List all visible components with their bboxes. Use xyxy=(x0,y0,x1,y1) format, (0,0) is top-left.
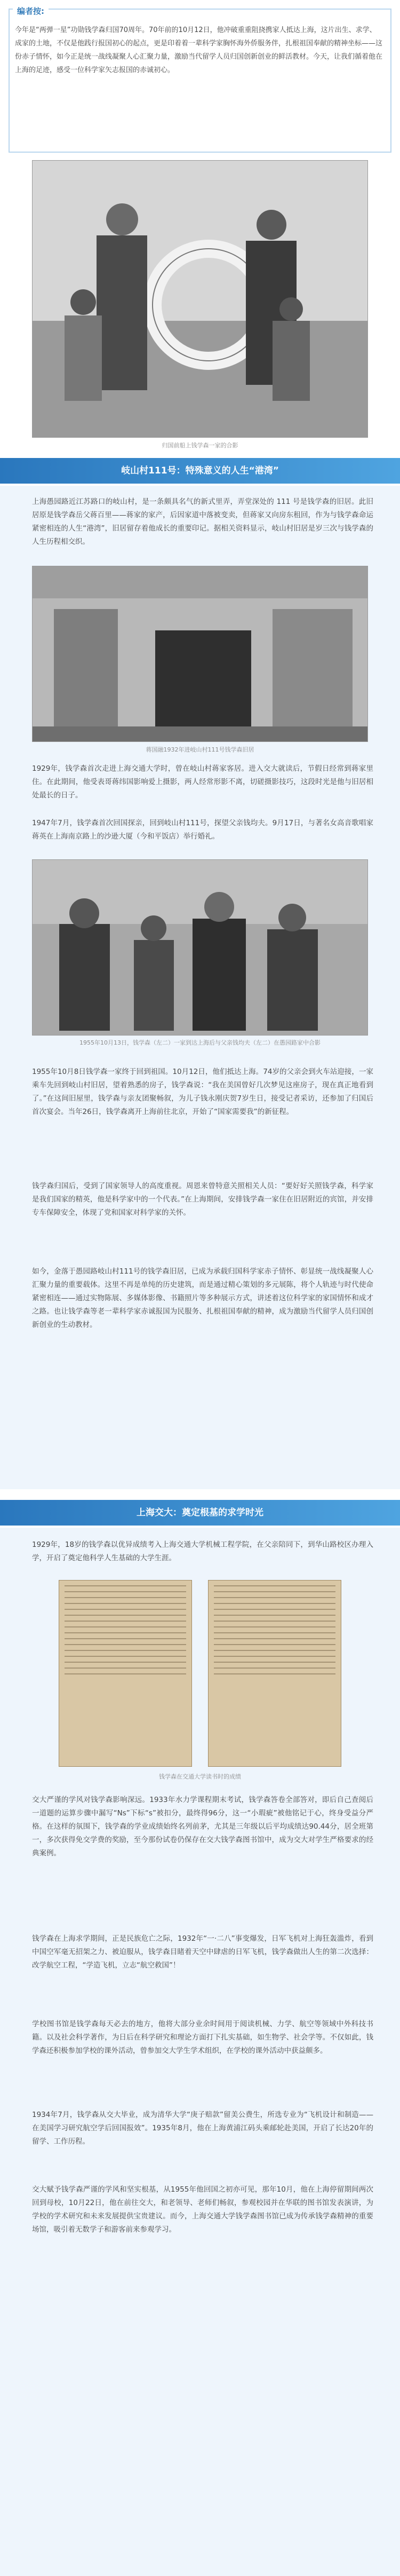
section2-title: 上海交大：奠定根基的求学时光 xyxy=(137,1507,263,1518)
section1-para5: 如今，金落于愚园路岐山村111号的钱学森旧居，已成为承载归国科学家赤子情怀、彰显统一战线凝聚人心汇聚力量的重要载体。这里不再是单纯的历史建筑，而是通过精心策划的多元展陈，将个人轨迹与时代使命紧密相连——通过实物陈展、多媒体影像、书籍照片等多种展示方式，讲述着这位科学家的家国情怀和成才之路。也让钱学森等老一辈科学家赤诚报国为民服务、扎根祖国奉献的精神，成为激励当代留学人员归国创新创业的生动教材。 xyxy=(32,1267,373,1329)
section2-banner xyxy=(0,1500,400,1526)
transcript-document-left xyxy=(59,1580,192,1767)
editor-note-section xyxy=(0,0,400,155)
editor-note-tag: 编者按: xyxy=(13,4,49,18)
residence-gate-illustration xyxy=(33,566,368,742)
transcript-document-right xyxy=(208,1580,341,1767)
section1-title: 岐山村111号：特殊意义的人生“港湾” xyxy=(121,465,279,476)
residence-gate-photo xyxy=(32,566,368,742)
family-ship-photo xyxy=(32,160,368,438)
family-home-photo-caption: 1955年10月13日，钱学森（左二）一家到达上海后与父亲钱均夫（左二）在愚园路家中合影 xyxy=(79,1039,321,1046)
section1-para3: 1955年10月8日钱学森一家终于回到祖国。10月12日，他们抵达上海。74岁的父亲会到火车站迎接，一家乘车先回到岐山村旧居，望着熟悉的房子，钱学森说：“我在美国曾好几次梦见这座房子，现在真正地看到了。”在这间旧屋里，钱学森与亲友团聚畅叙，为儿子钱永刚庆贺7岁生日，接受记者采访，还参加了归国后首次宴会。当年26日，钱学森离开上海前往北京，开始了“国家需要我”的新征程。 xyxy=(32,1068,373,1116)
section1-intro: 上海愚园路近江苏路口的岐山村，是一条颇具名气的新式里弄，弄堂深处的 111 号是钱学森的旧居。此旧居原是钱学森岳父蒋百里——蒋家的家产，后因家道中落被变卖，但蒋家又向房东租回，作为与钱学森命运紧密相连的人生“港湾”，旧居留存着他成长的重要印记。据相关资料显示，岐山村旧居是岁三次与钱学森的人生历程相交织。 xyxy=(32,497,373,546)
family-ship-photo-illustration xyxy=(33,161,368,438)
section2-para4: 学校图书馆是钱学森每天必去的地方，他将大部分业余时间用于阅读机械、力学、航空等领域中外科技书籍。以及社会科学著作，为日后在科学研究和理论方面打下扎实基础，如生物学、社会学等。不仅如此，钱学森还积极参加学校的课外活动，曾参加交大学生学术组织，在学校的课外活动中获益颇多。 xyxy=(32,2020,373,2055)
section1-para1: 1929年，钱学森首次走进上海交通大学时，曾在岐山村蒋家客居。进入交大就读后，节假日经常到蒋家里住。在此期间，他受表哥蒋纬国影响爱上摄影，两人经常形影不离，切磋摄影技巧，这段时光是他与旧居相处最长的日子。 xyxy=(32,764,373,800)
transcript-caption: 钱学森在交通大学读书时的成绩 xyxy=(159,1773,241,1780)
editor-note-text: 今年是“两弹一星”功勋钱学森归国70周年。70年前的10月12日，他冲破重重阻挠携家人抵达上海，这片出生、求学、成家的土地，不仅是他践行报国初心的起点，更是印着着一辈科学家胸怀海外侨服务伴，扎根祖国奉献的精神坐标——这份赤子情怀，如今正是统一战线凝聚人心汇聚力量，激励当代留学人员归国创新创业的鲜活教材。今天，让我们循着他在上海的足迹，感受一位科学家矢志报国的赤诚初心。 xyxy=(15,26,383,74)
section2-para3: 钱学森在上海求学期间，正是民族危亡之际，1932年“一·二八”事变爆发，日军飞机对上海狂轰滥炸，看到中国空军毫无招架之力、被迫服从，钱学森目睹着天空中肆虐的日军飞机，钱学森做出人生的第二次选择：改学航空工程，“学造飞机，立志“航空救国”！ xyxy=(32,1934,373,1970)
family-ship-photo-caption: 归国前船上钱学森一家的合影 xyxy=(162,442,238,449)
section2-para6: 交大赋予钱学森严谨的学风和坚实根基，从1955年他回国之初亦可见，那年10月，他在上海停留期间两次回到母校，10月22日，他在前往交大，和老领导、老师们畅叙，参观校园并在华联的图书馆发表演讲，为学校的学术研究和未来发展提供宝贵建议。而今，上海交通大学钱学森图书馆已成为传承钱学森精神的重要场馆，吸引着无数学子和游客前来参观学习。 xyxy=(32,2185,373,2234)
section1-para2: 1947年7月，钱学森首次回国探亲，回到岐山村111号，探望父亲钱均夫。9月17日，与著名女高音歌唱家蒋英在上海南京路上的沙逊大厦（今和平饭店）举行婚礼。 xyxy=(32,819,373,841)
section2-para2: 交大严谨的学风对钱学森影响深远。1933年水力学课程期末考试，钱学森答卷全部答对，即后自己查阅后一道题的运算步骤中漏写“Ns”下标“s”被扣分，最终得96分，这一“小瑕疵”被他铭记于心，终身受益分严格。在这样的氛围下，钱学森的学业成绩始终名列前茅，尤其是三年级以后平均成绩达90.44分，居全班第一，多次获得免交学费的奖励，至今那份试卷仍保存在交大钱学森图书馆中，成为交大对学生严格要求的经典案例。 xyxy=(32,1796,373,1858)
section1-banner xyxy=(0,458,400,484)
section2-para1: 1929年，18岁的钱学森以优异成绩考入上海交通大学机械工程学院，在父亲陪同下，到华山路校区办理入学，开启了奠定他科学人生基础的大学生涯。 xyxy=(32,1540,373,1562)
family-home-illustration xyxy=(33,860,368,1036)
residence-gate-photo-caption: 蒋国融1932年进岐山村111号钱学森旧居 xyxy=(146,746,254,753)
section1-para4: 钱学森归国后，受到了国家领导人的高度重视。周恩来曾特意关照相关人员：“要好好关照钱学森，科学家是我们国家的精英，他是科学家中的一个代表。”在上海期间，安排钱学森一家住在旧居附近的宾馆，并安排专车保障安全，体现了党和国家对科学家的关怀。 xyxy=(32,1182,373,1217)
family-home-photo xyxy=(32,859,368,1036)
section2-para5: 1934年7月，钱学森从交大毕业，成为清华大学“庚子赔款”留美公费生，所选专业为“飞机设计和制造——在美国学习研究航空学后回国报效”。1935年8月，他在上海黄浦江码头乘邮轮赴美国，开启了长达20年的留学、工作历程。 xyxy=(32,2111,373,2146)
